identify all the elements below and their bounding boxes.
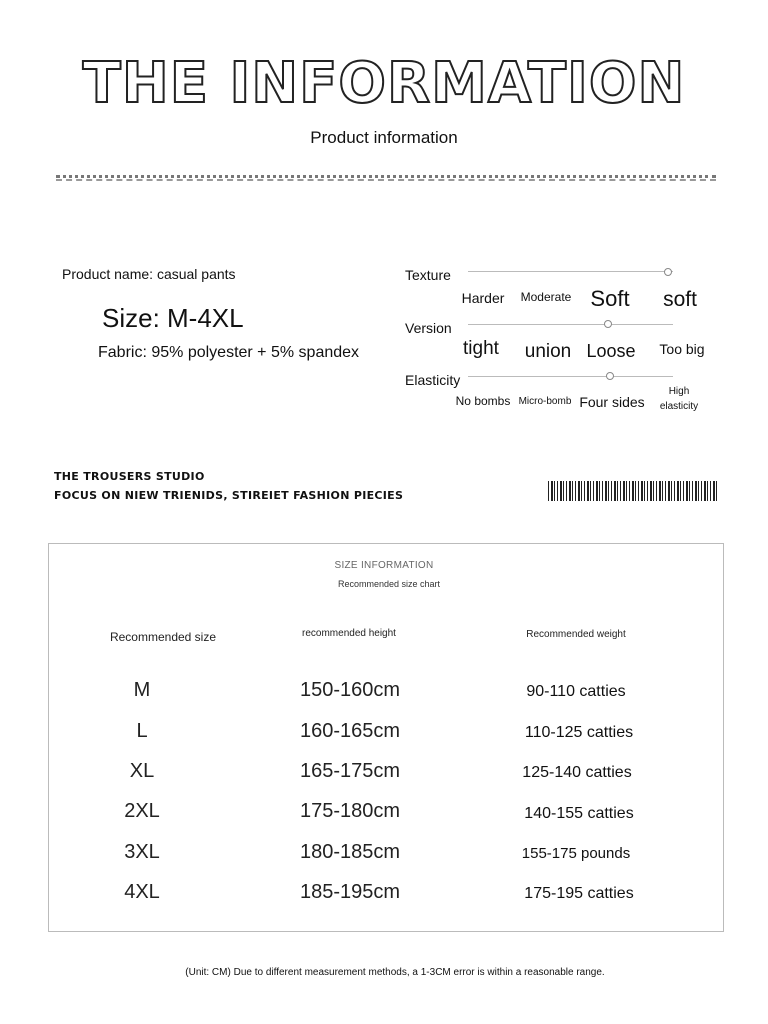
barcode-icon	[548, 481, 718, 501]
table-cell-size: M	[133, 679, 151, 701]
table-cell-weight: 140-155 catties	[524, 805, 634, 822]
table-cell-height: 160-165cm	[299, 720, 401, 742]
table-cell-height: 165-175cm	[299, 760, 401, 782]
table-cell-size: XL	[129, 760, 155, 782]
product-size: Size: M-4XL	[102, 303, 244, 333]
elasticity-label: Elasticity	[405, 372, 461, 388]
footnote: (Unit: CM) Due to different measurement methods, a 1-3CM error is within a reasonable range.	[185, 967, 605, 978]
elasticity-option-micro-bomb: Micro-bomb	[518, 396, 572, 407]
elasticity-scale-line	[468, 376, 673, 377]
size-table-subtitle: Recommended size chart	[337, 579, 441, 589]
divider	[56, 179, 716, 181]
brand-line-2: FOCUS ON NIEW TRIENIDS, STIREIET FASHION PIECIES	[54, 489, 404, 502]
product-name: Product name: casual pants	[62, 266, 236, 282]
table-cell-size: 3XL	[124, 841, 160, 863]
texture-option-soft: Soft	[590, 286, 630, 311]
version-label: Version	[405, 320, 452, 336]
table-cell-weight: 175-195 catties	[524, 885, 634, 902]
table-cell-height: 175-180cm	[299, 800, 401, 822]
elasticity-option-high-elasticity: High elasticity	[659, 386, 699, 412]
page-title: THE INFORMATION	[82, 51, 686, 116]
table-cell-weight: 90-110 catties	[526, 683, 626, 700]
table-cell-size: L	[136, 720, 148, 742]
table-cell-height: 185-195cm	[299, 881, 401, 903]
size-table-title: SIZE INFORMATION	[334, 560, 434, 571]
elasticity-option-no-bombs: No bombs	[455, 394, 511, 408]
table-cell-size: 2XL	[124, 800, 160, 822]
texture-option-harder: Harder	[461, 290, 505, 306]
column-header-weight: Recommended weight	[526, 629, 626, 640]
version-scale-line	[468, 324, 673, 325]
page-subtitle: Product information	[310, 128, 458, 147]
table-cell-height: 150-160cm	[299, 679, 401, 701]
version-option-too-big: Too big	[659, 341, 705, 357]
version-option-loose: Loose	[586, 341, 636, 361]
table-cell-size: 4XL	[124, 881, 160, 903]
brand-line-1: THE TROUSERS STUDIO	[54, 470, 205, 483]
elasticity-option-four-sides: Four sides	[579, 394, 645, 410]
texture-option-moderate: Moderate	[520, 290, 572, 304]
product-fabric: Fabric: 95% polyester + 5% spandex	[98, 344, 360, 361]
version-option-union: union	[524, 341, 572, 362]
texture-scale-marker	[664, 268, 672, 276]
elasticity-scale-marker	[606, 372, 614, 380]
table-cell-height: 180-185cm	[299, 841, 401, 863]
table-cell-weight: 155-175 pounds	[521, 845, 631, 862]
table-cell-weight: 110-125 catties	[524, 724, 634, 741]
column-header-height: recommended height	[302, 628, 396, 639]
column-header-size: Recommended size	[109, 630, 217, 644]
texture-scale-line	[468, 271, 673, 272]
version-option-tight: tight	[463, 338, 499, 359]
table-cell-weight: 125-140 catties	[522, 764, 632, 781]
texture-label: Texture	[405, 267, 451, 283]
version-scale-marker	[604, 320, 612, 328]
texture-option-soft-alt: soft	[663, 288, 697, 311]
divider	[56, 175, 716, 178]
